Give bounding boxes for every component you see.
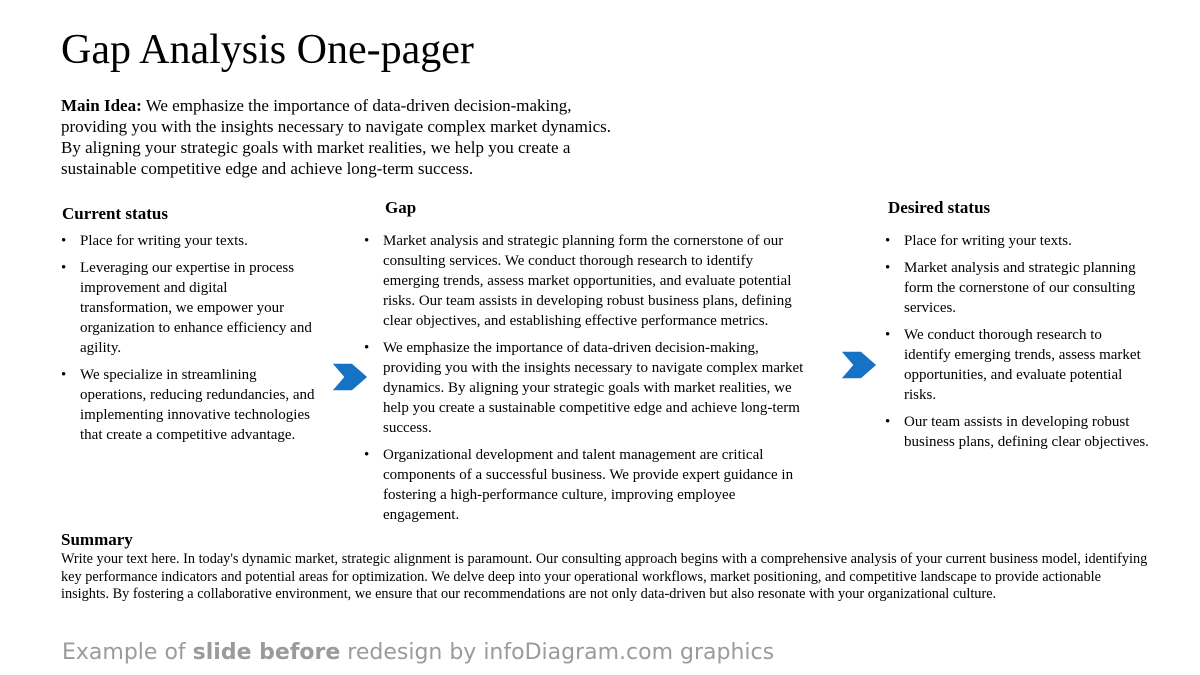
list-item-text: Market analysis and strategic planning form the cornerstone of our consulting services. We conduct thorough research to identify emerging trends, assess market opportunities, and evaluate potential risks. Our team assists in developing robust business plans, defining clear objectives, and establishing effective performance metrics. [383,233,792,329]
footer-text-1: Example of [62,640,193,665]
desired-status-heading: Desired status [888,198,991,217]
summary-heading: Summary [61,530,133,549]
list-item [364,231,811,331]
bullet-icon: • [885,260,891,276]
bullet-icon: • [61,233,67,249]
footer-text-bold: slide before [192,640,341,665]
list-item-text: Organizational development and talent management are critical components of a successful business. We provide expert guidance in fostering a high-performance culture, improving employee engagement. [383,447,794,523]
footer-caption [62,638,774,668]
bullet-icon: • [61,367,67,383]
bullet-icon: • [364,447,370,463]
list-item [364,445,811,525]
list-item [61,365,321,445]
list-item [885,412,1150,452]
bullet-icon: • [364,233,370,249]
list-item [885,258,1150,318]
list-item-text: Leveraging our expertise in process improvement and digital transformation, we empower your organization to enhance efficiency and agility. [80,260,312,356]
current-status-heading: Current status [62,204,168,223]
list-item [61,258,321,358]
main-idea [61,95,621,179]
list-item-text: Place for writing your texts. [904,233,1072,249]
chevron-arrow-right-icon [840,346,878,384]
page-title: Gap Analysis One-pager [61,27,474,73]
footer-text-2: redesign by infoDiagram.com graphics [340,640,775,665]
bullet-icon: • [885,233,891,249]
list-item-text: Our team assists in developing robust business plans, defining clear objectives. [904,414,1149,450]
list-item [61,231,321,251]
list-item-text: Market analysis and strategic planning form the cornerstone of our consulting services. [904,260,1136,316]
list-item [364,338,811,438]
bullet-icon: • [885,327,891,343]
list-item [885,231,1150,251]
main-idea-text: We emphasize the importance of data-driven decision-making, providing you with the insights necessary to navigate complex market dynamics. By aligning your strategic goals with market realities, we help you create a sustainable competitive edge and achieve long-term success. [61,96,612,178]
list-item-text: We emphasize the importance of data-driven decision-making, providing you with the insights necessary to navigate complex market dynamics. By aligning your strategic goals with market realities, we help you create a sustainable competitive edge and achieve long-term success. [383,340,804,436]
summary-text: Write your text here. In today's dynamic market, strategic alignment is paramount. Our consulting approach begins with a comprehensive analysis of your current business model, identifying key performance indicators and potential areas for optimization. We delve deep into your operational workflows, market positioning, and competitive landscape to provide actionable insights. By fostering a collaborative environment, we ensure that our recommendations are not only data-driven but also resonate with your organizational culture. [61,551,1148,602]
bullet-icon: • [364,340,370,356]
gap-heading: Gap [385,198,417,217]
bullet-icon: • [61,260,67,276]
bullet-icon: • [885,414,891,430]
gap-list [364,231,811,532]
list-item-text: We specialize in streamlining operations, reducing redundancies, and implementing innovative technologies that create a competitive advantage. [80,367,315,443]
list-item-text: We conduct thorough research to identify emerging trends, assess market opportunities, and evaluate potential risks. [904,327,1141,403]
current-status-list [61,231,321,452]
main-idea-label: Main Idea: [61,96,142,115]
desired-status-list [885,231,1150,459]
list-item [885,325,1150,405]
list-item-text: Place for writing your texts. [80,233,248,249]
